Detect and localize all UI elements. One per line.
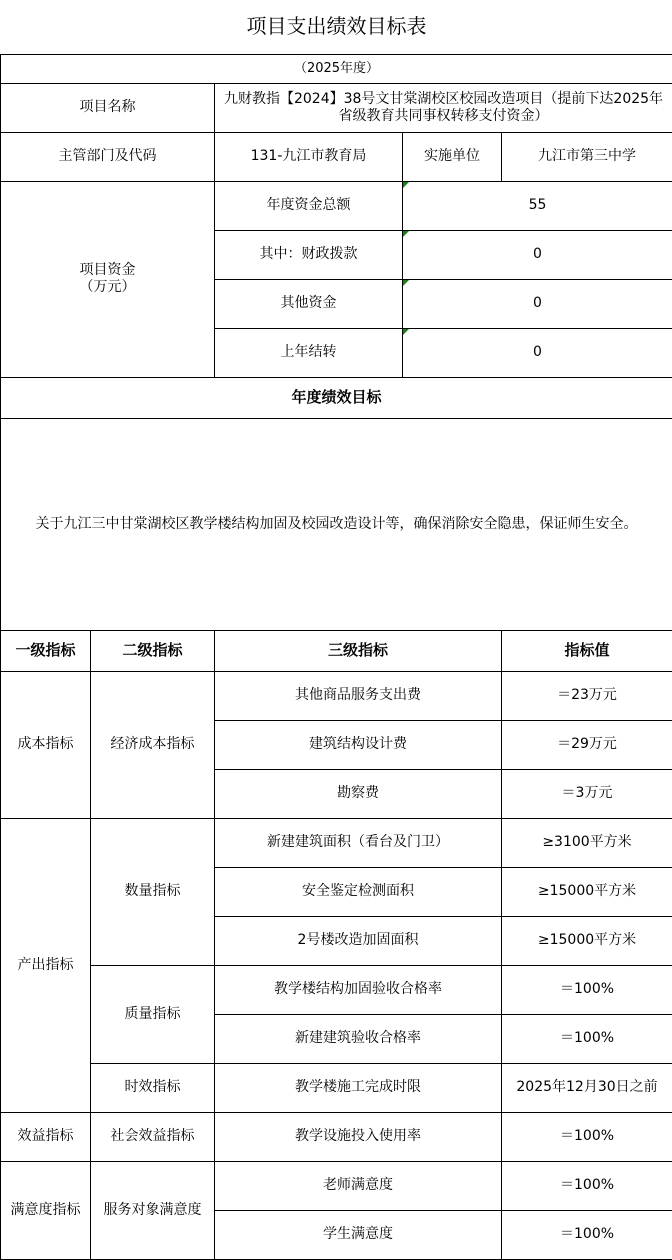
indicator-name: 安全鉴定检测面积 [215,867,502,916]
fund-value: 0 [403,328,672,377]
annual-goal-label: 年度绩效目标 [1,377,672,418]
indicator-value: ＝100% [502,1161,672,1210]
annual-goal-text: 关于九江三中甘棠湖校区教学楼结构加固及校园改造设计等，确保消除安全隐患，保证师生安全。 [1,418,672,630]
indicator-name: 老师满意度 [215,1161,502,1210]
indicator-name: 教学楼结构加固验收合格率 [215,965,502,1014]
quality-l2: 质量指标 [91,965,215,1063]
project-name-label: 项目名称 [1,83,215,132]
header-value: 指标值 [502,630,672,671]
indicator-name: 建筑结构设计费 [215,720,502,769]
table-title: 项目支出绩效目标表 [1,0,672,54]
indicator-value: ＝100% [502,965,672,1014]
indicator-value: ＝23万元 [502,671,672,720]
indicator-name: 教学设施投入使用率 [215,1112,502,1161]
indicator-name: 教学楼施工完成时限 [215,1063,502,1112]
impl-label: 实施单位 [403,132,502,181]
indicator-name: 新建建筑面积（看台及门卫） [215,818,502,867]
fund-label: 上年结转 [215,328,403,377]
indicator-value: ＝100% [502,1210,672,1259]
satisfaction-l2: 服务对象满意度 [91,1161,215,1259]
indicator-value: ＝100% [502,1112,672,1161]
output-l1: 产出指标 [1,818,91,1112]
indicator-value: 2025年12月30日之前 [502,1063,672,1112]
indicator-value: ≥15000平方米 [502,916,672,965]
header-level3: 三级指标 [215,630,502,671]
fund-value: 0 [403,279,672,328]
indicator-value: ＝3万元 [502,769,672,818]
impl-value: 九江市第三中学 [502,132,672,181]
header-level2: 二级指标 [91,630,215,671]
cost-l1: 成本指标 [1,671,91,818]
dept-value: 131-九江市教育局 [215,132,403,181]
indicator-name: 新建建筑验收合格率 [215,1014,502,1063]
fund-value: 55 [403,181,672,230]
benefit-l2: 社会效益指标 [91,1112,215,1161]
fund-label: 其他资金 [215,279,403,328]
indicator-value: ≥15000平方米 [502,867,672,916]
fund-label: 其中：财政拨款 [215,230,403,279]
indicator-value: ＝29万元 [502,720,672,769]
indicator-name: 2号楼改造加固面积 [215,916,502,965]
quantity-l2: 数量指标 [91,818,215,965]
satisfaction-l1: 满意度指标 [1,1161,91,1259]
header-level1: 一级指标 [1,630,91,671]
indicator-name: 其他商品服务支出费 [215,671,502,720]
indicator-name: 学生满意度 [215,1210,502,1259]
fund-label: 年度资金总额 [215,181,403,230]
timeliness-l2: 时效指标 [91,1063,215,1112]
indicator-value: ≥3100平方米 [502,818,672,867]
cost-l2: 经济成本指标 [91,671,215,818]
project-name-value: 九财教指【2024】38号文甘棠湖校区校园改造项目（提前下达2025年省级教育共同事权转移支付资金） [215,83,672,132]
indicator-name: 勘察费 [215,769,502,818]
benefit-l1: 效益指标 [1,1112,91,1161]
fiscal-year: （2025年度） [1,54,672,83]
fund-value: 0 [403,230,672,279]
funds-label: 项目资金 （万元） [1,181,215,377]
dept-label: 主管部门及代码 [1,132,215,181]
indicator-value: ＝100% [502,1014,672,1063]
